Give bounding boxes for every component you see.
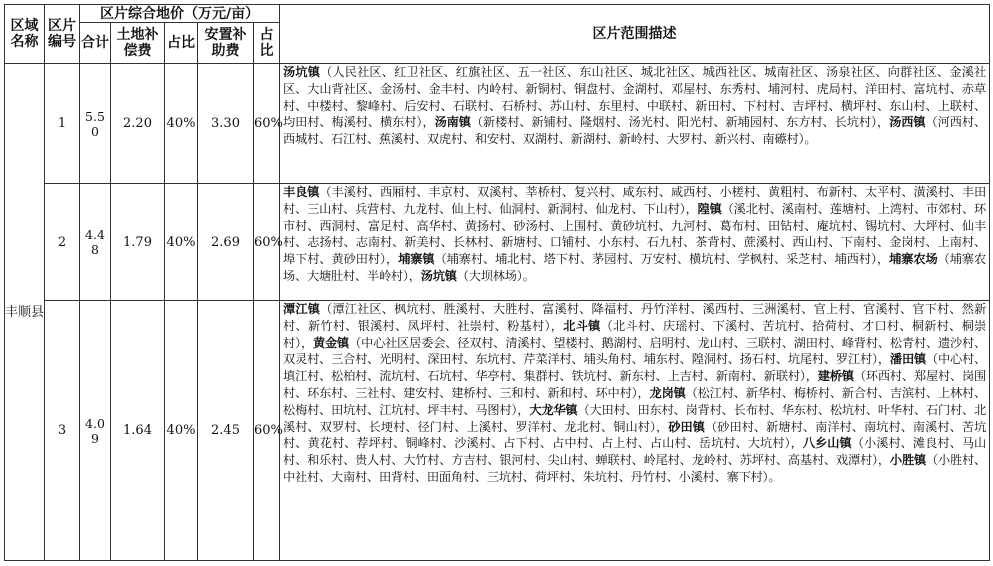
town-name: 汤坑镇 [283, 65, 321, 79]
village-list: （小溪村、滩良村、马山村、和乐村、贵人村、大竹村、方吉村、银河村、尖山村、蝉联村、岭尾村、龙岭村、苏坪村、高基村、戏潭村）， [283, 436, 987, 468]
village-list: （丰溪村、西厢村、丰京村、双溪村、莘桥村、复兴村、咸东村、咸西村、小槎村、黄粗村、布新村、太平村、潢溪村、丰田村、三山村、兵营村、九龙村、仙上村、仙洞村、新洞村、仙龙村、下山村）， [283, 185, 987, 216]
total-price: 5.50 [80, 64, 111, 184]
resettlement-ratio: 60% [254, 64, 280, 184]
zone-scope-description: 汤坑镇（人民社区、红卫社区、红旗社区、五一社区、东山社区、城北社区、城西社区、城南社区、汤泉社区、向群社区、金溪社区、大山背社区、金汤村、金丰村、内岭村、新铜村、铜盘村、金湖村、邓屋村、东秀村、埔河村、虎局村、洋田村、富坑村、赤草村、中楼村、黎峰村、后安村、石联村、石桥村、苏山村、东里村、中联村、新田村、下村村、吉坪村、横坪村、东山村、上联村、均田村、梅溪村、横东村），汤南镇（新楼村、新铺村、隆烟村、汤光村、阳光村、新埔园村、东方村、长坑村），汤西镇（河西村、西城村、石江村、蕉溪村、双虎村、和安村、双湖村、新湖村、新岭村、大罗村、新兴村、南礤村）。 [280, 64, 990, 184]
header-resettle: 安置补助费 [198, 23, 254, 64]
header-ratio-resettle: 占比 [254, 23, 280, 64]
zone-number: 1 [45, 64, 80, 184]
table-row [5, 301, 990, 561]
table-row [5, 184, 990, 301]
resettlement-fee: 2.45 [198, 301, 254, 561]
village-list: （埔寨农场、大塘肚村、半岭村）， [283, 252, 987, 283]
header-zone-no: 区片编号 [45, 5, 80, 64]
land-compensation: 1.64 [111, 301, 165, 561]
header-scope: 区片范围描述 [280, 5, 990, 64]
header-land-comp: 土地补偿费 [111, 23, 165, 64]
town-name: 汤坑镇 [420, 268, 457, 283]
village-list: （大田村、田东村、岗背村、长布村、华东村、松坑村、叶华村、石门村、北溪村、双罗村、长埂村、径门村、上溪村、罗洋村、龙北村、铜山村）， [283, 402, 987, 434]
total-price: 4.48 [80, 184, 111, 301]
region-cell: 丰顺县 [5, 64, 45, 561]
land-ratio: 40% [165, 64, 198, 184]
village-list: （埔寨村、埔北村、塔下村、茅园村、万安村、横坑村、学枫村、采芝村、埔西村）， [434, 252, 890, 267]
resettlement-ratio: 60% [254, 301, 280, 561]
town-name: 黄金镇 [313, 335, 350, 350]
header-ratio-land: 占比 [165, 23, 198, 64]
town-name: 大龙华镇 [529, 402, 578, 417]
town-name: 埔寨农场 [889, 252, 938, 267]
village-list: （环西村、郑屋村、岗围村、环东村、三社村、建安村、建桥村、三和村、新和村、环中村）， [283, 369, 987, 400]
village-list: （新楼村、新铺村、隆烟村、汤光村、阳光村、新埔园村、东方村、长坑村） [470, 115, 878, 130]
town-name: 八乡山镇 [802, 436, 852, 451]
village-list: （溪北村、溪南村、莲塘村、上湾村、市郊村、环市村、西洞村、富足村、高华村、黄扬村、砂汤村、上围村、黄砂坑村、九河村、葛布村、田钻村、庵坑村、锡坑村、大坪村、仙丰村、志扬村、志南村、新美村、长林村、新塘村、口铺村、小东村、石九村、茶背村、蔗溪村、西山村、下南村、金岗村、上南村、埠下村、黄砂田村）， [283, 201, 987, 267]
resettlement-fee: 3.30 [198, 64, 254, 184]
header-total: 合计 [80, 23, 111, 64]
town-name: 小胜镇 [889, 453, 926, 468]
header-price-group: 区片综合地价（万元/亩） [80, 5, 280, 23]
total-price: 4.09 [80, 301, 111, 561]
zone-number: 3 [45, 301, 80, 561]
land-ratio: 40% [165, 184, 198, 301]
village-list: （大坝林场）。 [456, 268, 535, 283]
town-name: 丰良镇 [283, 185, 320, 199]
town-name: 汤南镇 [434, 115, 471, 130]
village-list: （人民社区、红卫社区、红旗社区、五一社区、东山社区、城北社区、城西社区、城南社区、汤泉社区、向群社区、金溪社区、大山背社区、金汤村、金丰村、内岭村、新铜村、铜盘村、金湖村、邓屋村、东秀村、埔河村、虎局村、洋田村、富坑村、赤草村、中楼村、黎峰村、后安村、石联村、石桥村、苏山村、东里村、中联村、新田村、下村村、吉坪村、横坪村、东山村、上联村、均田村、梅溪村、横东村） [283, 65, 987, 130]
zone-scope-description [280, 184, 990, 301]
zone-number: 2 [45, 184, 80, 301]
village-list: （中心社区居委会、径双村、清溪村、望楼村、鹅湖村、启明村、龙山村、三联村、湖田村、峰背村、松青村、遗沙村、双灵村、三合村、光明村、深田村、东坑村、芹菜洋村、埔头角村、埔东村、隍洞村、扬石村、坑尾村、罗江村）， [283, 335, 987, 367]
village-list: （小胜村、中社村、大南村、田背村、田面角村、三坑村、荷坪村、朱坑村、丹竹村、小溪村、寨下村）。 [283, 453, 987, 484]
resettlement-ratio: 60% [254, 184, 280, 301]
town-name: 埔寨镇 [398, 252, 435, 267]
town-name: 砂田镇 [668, 419, 706, 434]
land-compensation: 2.20 [111, 64, 165, 184]
village-list: （中心村、填江村、松柏村、流坑村、石坑村、华亭村、集群村、铁坑村、新东村、上吉村、新南村、新联村）， [283, 352, 987, 384]
village-list: （松江村、新华村、梅桥村、新合村、吉滨村、上林村、松梅村、田坑村、江坑村、坪丰村、马图村）， [283, 385, 987, 417]
land-compensation: 1.79 [111, 184, 165, 301]
table-row [5, 64, 990, 184]
town-name: 建桥镇 [817, 369, 854, 384]
village-list: （砂田村、新塘村、南洋村、南坑村、南溪村、苦坑村、黄花村、荐坪村、铜峰村、沙溪村、占下村、占中村、占上村、占山村、岳坑村、大坑村）， [283, 419, 987, 451]
header-region: 区域名称 [5, 5, 45, 64]
zone-scope-description [280, 301, 990, 561]
town-name: 潭江镇 [283, 302, 321, 316]
village-list: （潭江社区、枫坑村、胜溪村、大胜村、富溪村、降福村、丹竹洋村、溪西村、三洲溪村、官上村、官溪村、官下村、然新村、新竹村、银溪村、凤坪村、社崇村、粉基村）， [283, 302, 987, 333]
town-name: 汤西镇 [889, 115, 926, 130]
land-price-table [4, 4, 990, 561]
resettlement-fee: 2.69 [198, 184, 254, 301]
town-name: 隍镇 [697, 201, 722, 216]
village-list: （河西村、西城村、石江村、蕉溪村、双虎村、和安村、双湖村、新湖村、新岭村、大罗村、新兴村、南礤村）。 [283, 115, 987, 147]
village-list: （北斗村、庆瑶村、下溪村、苦坑村、拾荷村、才口村、桐新村、桐崇村）， [283, 318, 987, 350]
land-ratio: 40% [165, 301, 198, 561]
town-name: 潘田镇 [889, 352, 926, 367]
town-name: 北斗镇 [563, 318, 601, 333]
town-name: 龙岗镇 [649, 385, 686, 400]
